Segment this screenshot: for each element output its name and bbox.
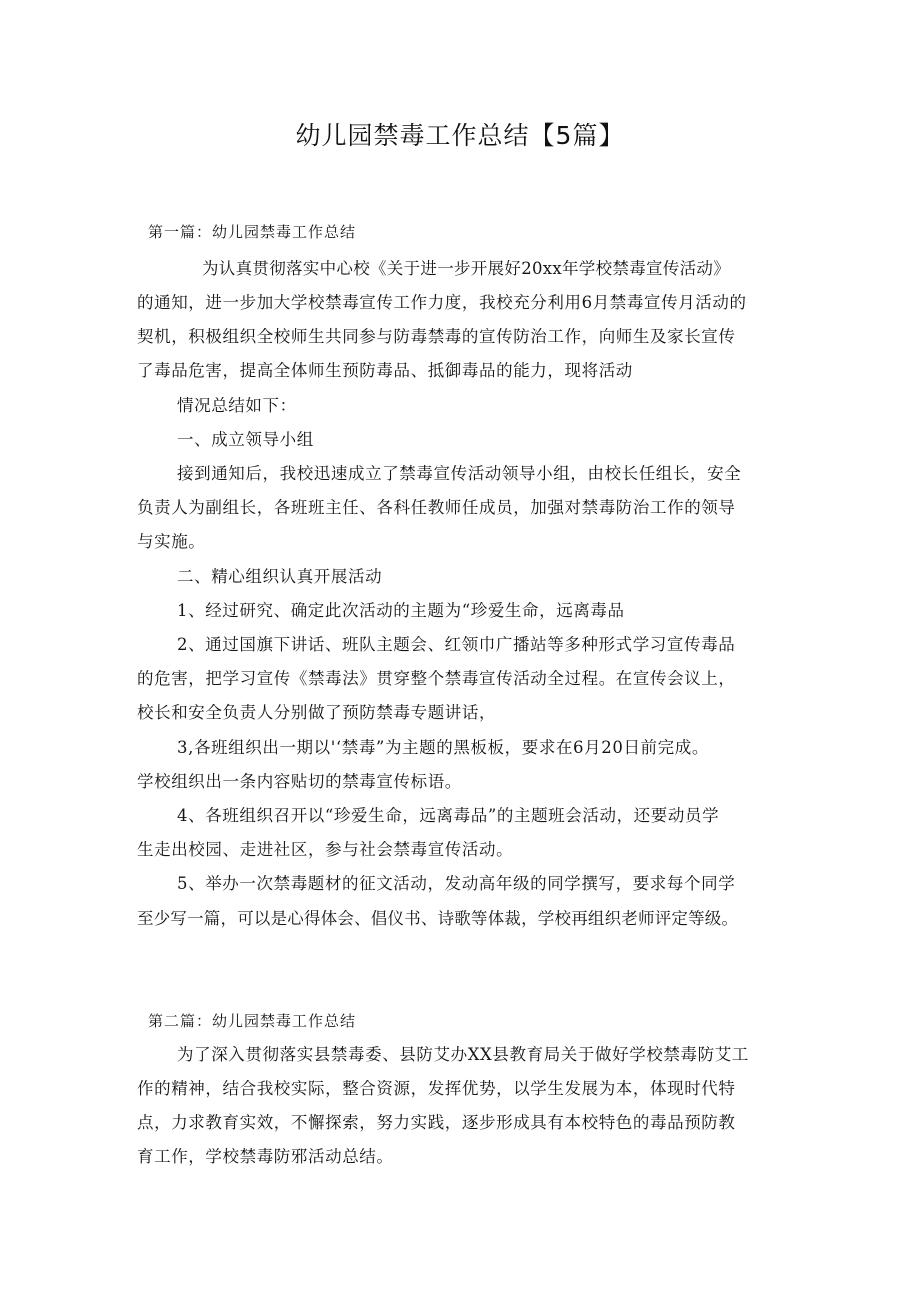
document-title: 幼儿园禁毒工作总结【5篇】 [295,121,625,150]
paragraph-line: 契机，积极组织全校师生共同参与防毒禁毒的宣传防治工作，向师生及家长宣传 [137,327,736,346]
paragraph-line: 3,各班组织出一期以'‘禁毒”为主题的黑板板，要求在6月20日前完成。 [177,738,709,757]
paragraph-line: 2、通过国旗下讲话、班队主题会、红领巾广播站等多种形式学习宣传毒品 [177,635,736,654]
paragraph-line: 1、经过研究、确定此次活动的主题为“珍爱生命，远离毒品 [177,601,625,620]
paragraph-line: 为了深入贯彻落实县禁毒委、县防艾办XX县教育局关于做好学校禁毒防艾工 [177,1045,749,1064]
paragraph-line: 负责人为副组长，各班班主任、各科任教师任成员，加强对禁毒防治工作的领导 [137,498,736,517]
paragraph-line: 的通知，进一步加大学校禁毒宣传工作力度，我校充分利用6月禁毒宣传月活动的 [137,293,747,312]
paragraph-line: 与实施。 [137,532,206,551]
paragraph-line: 5、举办一次禁毒题材的征文活动，发动高年级的同学撰写，要求每个同学 [177,874,736,893]
paragraph-line: 接到通知后，我校迅速成立了禁毒宣传活动领导小组，由校长任组长，安全 [177,464,742,483]
paragraph-line: 学校组织出一条内容贴切的禁毒宣传标语。 [137,772,462,791]
paragraph-line: 作的精神，结合我校实际，整合资源，发挥优势，以学生发展为本，体现时代特 [137,1079,736,1098]
paragraph-line: 情况总结如下： [177,396,297,415]
section-subheading: 一、成立领导小组 [177,430,314,449]
paragraph-line: 校长和安全负责人分别做了预防禁毒专题讲话， [137,703,497,722]
section2-heading: 第二篇：幼儿园禁毒工作总结 [148,1012,357,1030]
paragraph-line: 生走出校园、走进社区，参与社会禁毒宣传活动。 [137,840,514,859]
section1-heading: 第一篇：幼儿园禁毒工作总结 [148,223,357,241]
paragraph-line: 育工作，学校禁毒防邪活动总结。 [137,1147,394,1166]
paragraph-line: 为认真贯彻落实中心校《关于进一步开展好20xx年学校禁毒宣传活动》 [202,259,731,278]
paragraph-line: 的危害，把学习宣传《禁毒法》贯穿整个禁毒宣传活动全过程。在宣传会议上， [137,669,736,688]
section-subheading: 二、精心组织认真开展活动 [177,567,383,586]
paragraph-line: 了毒品危害，提高全体师生预防毒品、抵御毒品的能力，现将活动 [137,361,633,380]
paragraph-line: 点，力求教育实效，不懈探索，努力实践，逐步形成具有本校特色的毒品预防教 [137,1113,736,1132]
paragraph-line: 4、各班组织召开以“珍爱生命，远离毒品”的主题班会活动，还要动员学 [177,806,720,825]
paragraph-line: 至少写一篇，可以是心得体会、倡仪书、诗歌等体裁，学校再组织老师评定等级。 [137,909,739,928]
